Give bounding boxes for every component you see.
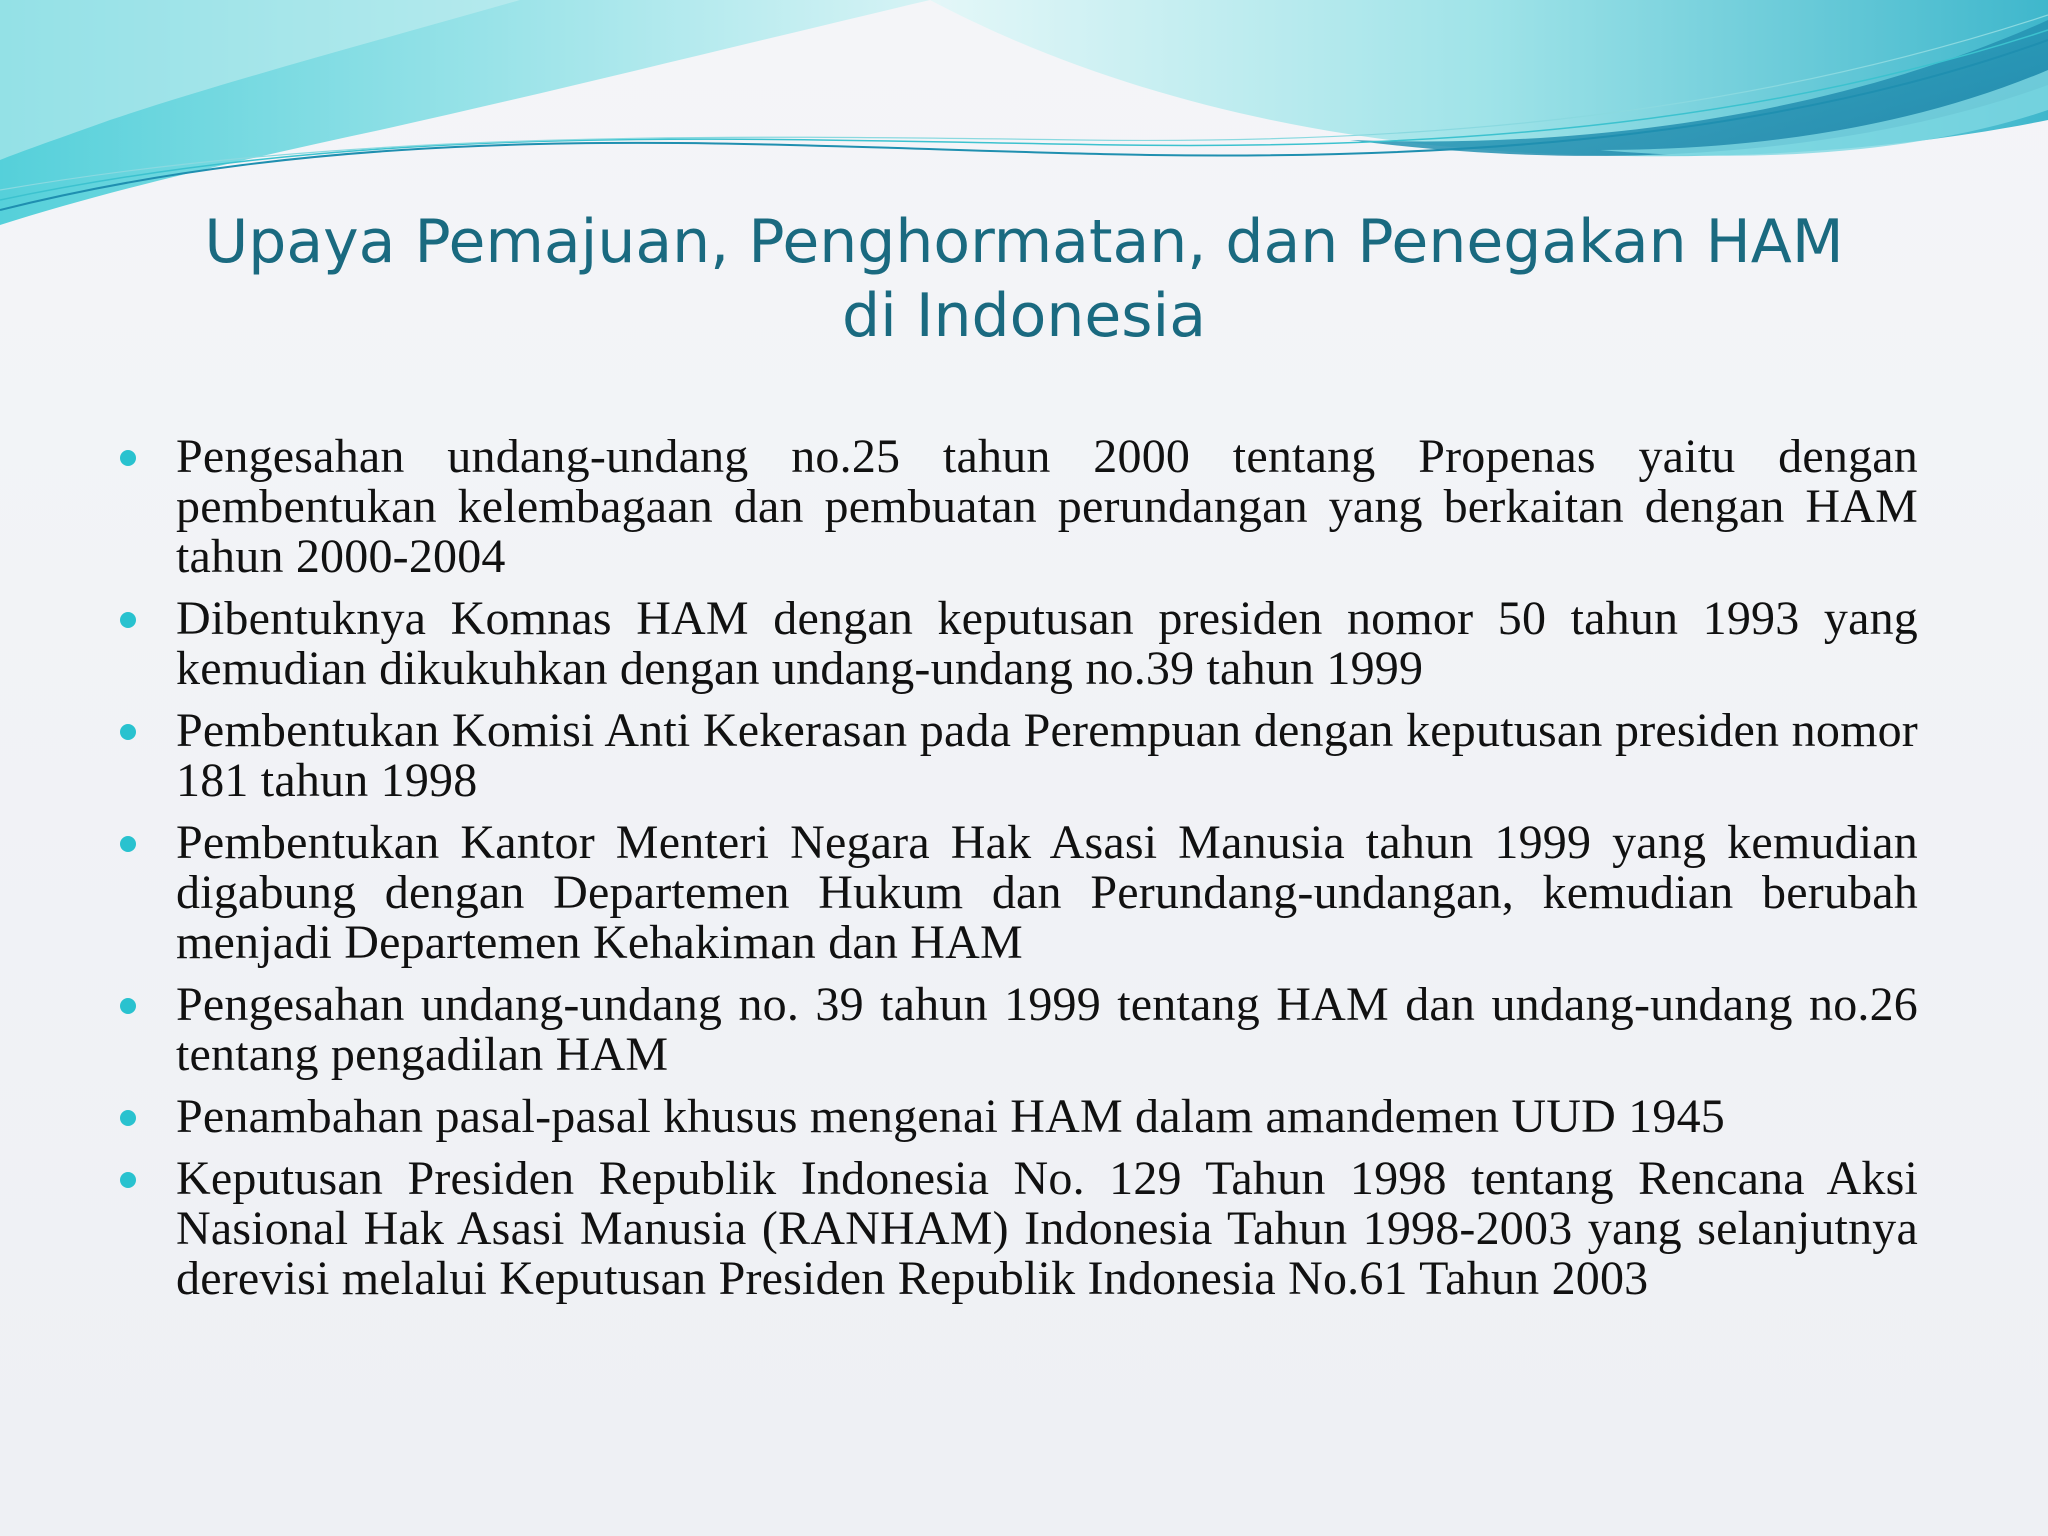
slide-title xyxy=(120,205,1928,353)
bullet-list xyxy=(176,432,1918,1316)
bullet-icon xyxy=(120,998,136,1014)
bullet-item xyxy=(176,1154,1918,1304)
bullet-item xyxy=(176,706,1918,806)
bullet-text: Penambahan pasal-pasal khusus mengenai HAM dalam amandemen UUD 1945 xyxy=(176,1090,1726,1143)
wave-header-decoration xyxy=(0,0,2048,240)
bullet-icon xyxy=(120,612,136,628)
bullet-icon xyxy=(120,836,136,852)
slide-title-line-2: di Indonesia xyxy=(842,281,1206,351)
bullet-item xyxy=(176,432,1918,582)
bullet-item xyxy=(176,980,1918,1080)
bullet-text: Keputusan Presiden Republik Indonesia No. 129 Tahun 1998 tentang Rencana Aksi Nasional Hak Asasi Manusia (RANHAM) Indonesia Tahun 1998-2003 yang selanjutnya derevisi melalui Keputusan Presiden Republik Indonesia No.61 Tahun 2003 xyxy=(176,1152,1918,1305)
bullet-text: Dibentuknya Komnas HAM dengan keputusan presiden nomor 50 tahun 1993 yang kemudian dikukuhkan dengan undang-undang no.39 tahun 1999 xyxy=(176,592,1918,695)
bullet-item xyxy=(176,594,1918,694)
bullet-item xyxy=(176,1092,1918,1142)
bullet-text: Pembentukan Kantor Menteri Negara Hak Asasi Manusia tahun 1999 yang kemudian digabung dengan Departemen Hukum dan Perundang-undangan, kemudian berubah menjadi Departemen Kehakiman dan HAM xyxy=(176,816,1918,969)
bullet-icon xyxy=(120,1172,136,1188)
slide-title-line-1: Upaya Pemajuan, Penghormatan, dan Penegakan HAM xyxy=(204,207,1844,277)
bullet-text: Pengesahan undang-undang no. 39 tahun 1999 tentang HAM dan undang-undang no.26 tentang pengadilan HAM xyxy=(176,978,1918,1081)
bullet-item xyxy=(176,818,1918,968)
bullet-icon xyxy=(120,450,136,466)
bullet-text: Pembentukan Komisi Anti Kekerasan pada Perempuan dengan keputusan presiden nomor 181 tahun 1998 xyxy=(176,704,1918,807)
bullet-icon xyxy=(120,724,136,740)
bullet-text: Pengesahan undang-undang no.25 tahun 2000 tentang Propenas yaitu dengan pembentukan kelembagaan dan pembuatan perundangan yang berkaitan dengan HAM tahun 2000-2004 xyxy=(176,430,1918,583)
bullet-icon xyxy=(120,1110,136,1126)
